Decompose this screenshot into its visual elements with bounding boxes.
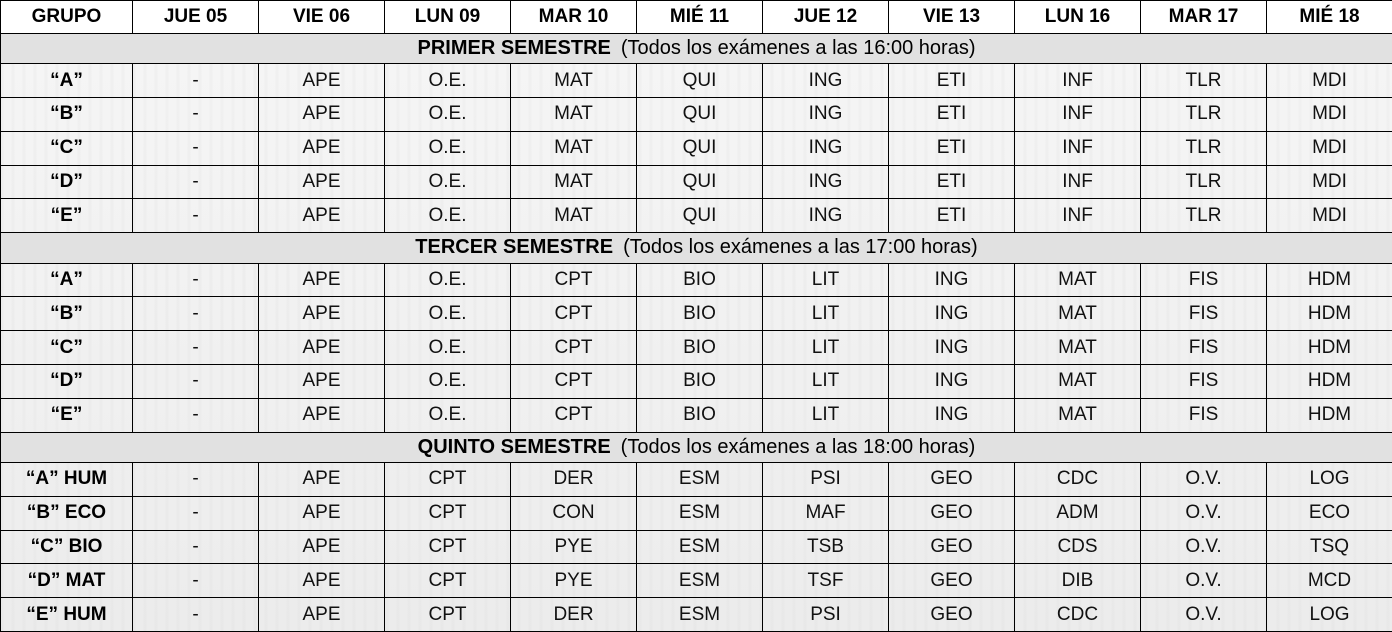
subject-cell: DIB <box>1015 564 1141 598</box>
table-row <box>1 331 1392 365</box>
subject-cell: LOG <box>1267 598 1392 632</box>
group-cell: “E” <box>1 398 133 432</box>
section-time-note: (Todos los exámenes a las 17:00 horas) <box>623 236 978 259</box>
subject-cell: O.V. <box>1141 463 1267 497</box>
subject-cell: ESM <box>637 598 763 632</box>
subject-cell: APE <box>259 530 385 564</box>
subject-cell: APE <box>259 364 385 398</box>
subject-cell: ING <box>889 364 1015 398</box>
subject-cell: QUI <box>637 64 763 98</box>
header-row <box>1 1 1392 34</box>
subject-cell: O.V. <box>1141 530 1267 564</box>
subject-cell: ING <box>889 331 1015 365</box>
subject-cell: CDC <box>1015 463 1141 497</box>
subject-cell: LIT <box>763 331 889 365</box>
subject-cell: MAT <box>1015 263 1141 297</box>
group-cell: “D” MAT <box>1 564 133 598</box>
subject-cell: MDI <box>1267 165 1392 199</box>
subject-cell: FIS <box>1141 364 1267 398</box>
group-cell: “D” <box>1 165 133 199</box>
subject-cell: CDC <box>1015 598 1141 632</box>
subject-cell: O.E. <box>385 97 511 131</box>
subject-cell: - <box>133 496 259 530</box>
subject-cell: LOG <box>1267 463 1392 497</box>
subject-cell: BIO <box>637 263 763 297</box>
group-cell: “A” <box>1 64 133 98</box>
table-row <box>1 598 1392 632</box>
subject-cell: FIS <box>1141 331 1267 365</box>
subject-cell: CDS <box>1015 530 1141 564</box>
subject-cell: ING <box>763 97 889 131</box>
subject-cell: O.E. <box>385 398 511 432</box>
column-header-day: MIÉ 11 <box>637 1 763 34</box>
group-cell: “B” ECO <box>1 496 133 530</box>
subject-cell: - <box>133 297 259 331</box>
subject-cell: ING <box>763 64 889 98</box>
subject-cell: ING <box>889 297 1015 331</box>
section-header-cell <box>1 33 1392 64</box>
subject-cell: O.E. <box>385 297 511 331</box>
subject-cell: PSI <box>763 463 889 497</box>
subject-cell: CPT <box>385 564 511 598</box>
subject-cell: HDM <box>1267 398 1392 432</box>
subject-cell: - <box>133 263 259 297</box>
section-title: PRIMER SEMESTRE <box>417 36 611 59</box>
subject-cell: HDM <box>1267 263 1392 297</box>
table-row <box>1 364 1392 398</box>
subject-cell: CON <box>511 496 637 530</box>
column-header-day: JUE 12 <box>763 1 889 34</box>
subject-cell: - <box>133 64 259 98</box>
table-row <box>1 496 1392 530</box>
section-title: QUINTO SEMESTRE <box>417 435 611 458</box>
subject-cell: O.E. <box>385 364 511 398</box>
subject-cell: FIS <box>1141 297 1267 331</box>
subject-cell: - <box>133 331 259 365</box>
subject-cell: MAF <box>763 496 889 530</box>
group-cell: “E” HUM <box>1 598 133 632</box>
subject-cell: ING <box>763 199 889 233</box>
table-row <box>1 165 1392 199</box>
subject-cell: - <box>133 199 259 233</box>
subject-cell: CPT <box>511 398 637 432</box>
subject-cell: ETI <box>889 165 1015 199</box>
table-row <box>1 263 1392 297</box>
subject-cell: INF <box>1015 131 1141 165</box>
table-row <box>1 97 1392 131</box>
subject-cell: ING <box>763 165 889 199</box>
subject-cell: TSB <box>763 530 889 564</box>
subject-cell: O.E. <box>385 64 511 98</box>
subject-cell: APE <box>259 564 385 598</box>
subject-cell: TLR <box>1141 165 1267 199</box>
subject-cell: QUI <box>637 165 763 199</box>
subject-cell: LIT <box>763 364 889 398</box>
subject-cell: APE <box>259 398 385 432</box>
subject-cell: ETI <box>889 131 1015 165</box>
subject-cell: BIO <box>637 297 763 331</box>
group-cell: “B” <box>1 297 133 331</box>
subject-cell: APE <box>259 496 385 530</box>
table-row <box>1 297 1392 331</box>
subject-cell: PYE <box>511 564 637 598</box>
subject-cell: ING <box>763 131 889 165</box>
subject-cell: MDI <box>1267 97 1392 131</box>
column-header-day: LUN 16 <box>1015 1 1141 34</box>
subject-cell: FIS <box>1141 263 1267 297</box>
subject-cell: TSQ <box>1267 530 1392 564</box>
subject-cell: APE <box>259 199 385 233</box>
subject-cell: GEO <box>889 530 1015 564</box>
subject-cell: O.V. <box>1141 598 1267 632</box>
subject-cell: - <box>133 97 259 131</box>
subject-cell: - <box>133 598 259 632</box>
subject-cell: TSF <box>763 564 889 598</box>
subject-cell: PYE <box>511 530 637 564</box>
subject-cell: CPT <box>385 463 511 497</box>
subject-cell: CPT <box>385 598 511 632</box>
subject-cell: APE <box>259 463 385 497</box>
subject-cell: O.E. <box>385 331 511 365</box>
subject-cell: - <box>133 165 259 199</box>
subject-cell: APE <box>259 165 385 199</box>
column-header-day: JUE 05 <box>133 1 259 34</box>
subject-cell: HDM <box>1267 331 1392 365</box>
subject-cell: MCD <box>1267 564 1392 598</box>
subject-cell: GEO <box>889 496 1015 530</box>
subject-cell: MAT <box>511 64 637 98</box>
subject-cell: ING <box>889 263 1015 297</box>
column-header-day: MAR 17 <box>1141 1 1267 34</box>
subject-cell: - <box>133 398 259 432</box>
group-cell: “C” BIO <box>1 530 133 564</box>
subject-cell: LIT <box>763 398 889 432</box>
subject-cell: DER <box>511 598 637 632</box>
column-header-day: LUN 09 <box>385 1 511 34</box>
subject-cell: CPT <box>511 364 637 398</box>
subject-cell: CPT <box>511 331 637 365</box>
subject-cell: LIT <box>763 263 889 297</box>
subject-cell: ESM <box>637 530 763 564</box>
subject-cell: MAT <box>1015 331 1141 365</box>
subject-cell: MAT <box>511 199 637 233</box>
section-header-row <box>1 233 1392 264</box>
subject-cell: MAT <box>1015 297 1141 331</box>
group-cell: “B” <box>1 97 133 131</box>
subject-cell: ESM <box>637 496 763 530</box>
subject-cell: ING <box>889 398 1015 432</box>
schedule-body <box>1 1 1392 632</box>
table-row <box>1 64 1392 98</box>
subject-cell: O.E. <box>385 165 511 199</box>
section-time-note: (Todos los exámenes a las 16:00 horas) <box>620 36 976 59</box>
column-header-day: MAR 10 <box>511 1 637 34</box>
subject-cell: PSI <box>763 598 889 632</box>
subject-cell: TLR <box>1141 64 1267 98</box>
subject-cell: MAT <box>1015 364 1141 398</box>
subject-cell: MAT <box>511 131 637 165</box>
subject-cell: MAT <box>1015 398 1141 432</box>
subject-cell: ADM <box>1015 496 1141 530</box>
subject-cell: BIO <box>637 364 763 398</box>
table-row <box>1 530 1392 564</box>
subject-cell: MAT <box>511 97 637 131</box>
table-row <box>1 199 1392 233</box>
subject-cell: O.V. <box>1141 496 1267 530</box>
subject-cell: LIT <box>763 297 889 331</box>
subject-cell: ECO <box>1267 496 1392 530</box>
column-header-day: VIE 06 <box>259 1 385 34</box>
subject-cell: APE <box>259 331 385 365</box>
subject-cell: O.E. <box>385 199 511 233</box>
subject-cell: - <box>133 463 259 497</box>
group-cell: “E” <box>1 199 133 233</box>
subject-cell: ETI <box>889 199 1015 233</box>
subject-cell: APE <box>259 131 385 165</box>
section-header-cell <box>1 233 1392 264</box>
table-row <box>1 131 1392 165</box>
subject-cell: HDM <box>1267 364 1392 398</box>
subject-cell: QUI <box>637 97 763 131</box>
subject-cell: ETI <box>889 64 1015 98</box>
subject-cell: - <box>133 364 259 398</box>
subject-cell: TLR <box>1141 131 1267 165</box>
table-row <box>1 463 1392 497</box>
subject-cell: ETI <box>889 97 1015 131</box>
subject-cell: CPT <box>511 263 637 297</box>
section-time-note: (Todos los exámenes a las 18:00 horas) <box>620 435 976 458</box>
subject-cell: FIS <box>1141 398 1267 432</box>
subject-cell: DER <box>511 463 637 497</box>
subject-cell: BIO <box>637 331 763 365</box>
subject-cell: INF <box>1015 199 1141 233</box>
subject-cell: APE <box>259 263 385 297</box>
subject-cell: INF <box>1015 64 1141 98</box>
subject-cell: APE <box>259 598 385 632</box>
subject-cell: - <box>133 131 259 165</box>
section-title: TERCER SEMESTRE <box>415 236 614 259</box>
section-header-row <box>1 33 1392 64</box>
group-cell: “D” <box>1 364 133 398</box>
subject-cell: ESM <box>637 463 763 497</box>
subject-cell: GEO <box>889 598 1015 632</box>
subject-cell: TLR <box>1141 97 1267 131</box>
subject-cell: - <box>133 530 259 564</box>
column-header-group: GRUPO <box>1 1 133 34</box>
subject-cell: O.E. <box>385 263 511 297</box>
subject-cell: APE <box>259 297 385 331</box>
subject-cell: O.E. <box>385 131 511 165</box>
subject-cell: GEO <box>889 564 1015 598</box>
subject-cell: QUI <box>637 199 763 233</box>
subject-cell: CPT <box>385 530 511 564</box>
group-cell: “C” <box>1 131 133 165</box>
subject-cell: - <box>133 564 259 598</box>
section-header-cell <box>1 432 1392 463</box>
subject-cell: CPT <box>385 496 511 530</box>
subject-cell: APE <box>259 64 385 98</box>
subject-cell: HDM <box>1267 297 1392 331</box>
subject-cell: INF <box>1015 165 1141 199</box>
group-cell: “A” HUM <box>1 463 133 497</box>
subject-cell: QUI <box>637 131 763 165</box>
section-header-row <box>1 432 1392 463</box>
subject-cell: BIO <box>637 398 763 432</box>
group-cell: “C” <box>1 331 133 365</box>
subject-cell: GEO <box>889 463 1015 497</box>
table-row <box>1 398 1392 432</box>
column-header-day: MIÉ 18 <box>1267 1 1392 34</box>
subject-cell: MDI <box>1267 64 1392 98</box>
subject-cell: MDI <box>1267 199 1392 233</box>
subject-cell: CPT <box>511 297 637 331</box>
table-row <box>1 564 1392 598</box>
column-header-day: VIE 13 <box>889 1 1015 34</box>
subject-cell: O.V. <box>1141 564 1267 598</box>
subject-cell: ESM <box>637 564 763 598</box>
subject-cell: TLR <box>1141 199 1267 233</box>
subject-cell: MDI <box>1267 131 1392 165</box>
subject-cell: MAT <box>511 165 637 199</box>
subject-cell: APE <box>259 97 385 131</box>
subject-cell: INF <box>1015 97 1141 131</box>
group-cell: “A” <box>1 263 133 297</box>
